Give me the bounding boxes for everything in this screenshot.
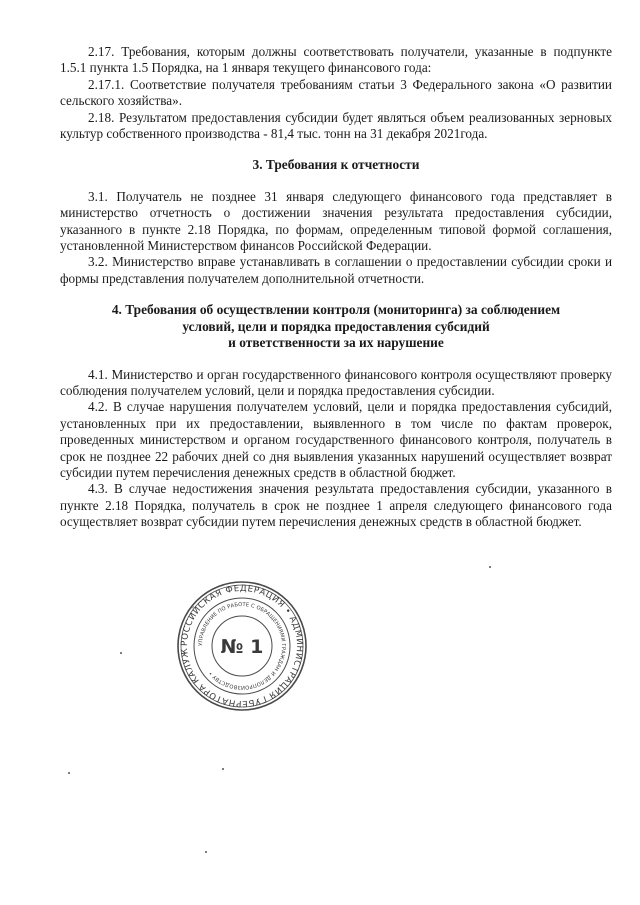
official-stamp — [172, 580, 312, 712]
section-4-heading-line-2: условий, цели и порядка предоставления субсидий — [182, 318, 490, 334]
stamp-inner-text: УПРАВЛЕНИЕ ПО РАБОТЕ С ОБРАЩЕНИЯМИ ГРАЖДАН И ДЕЛОПРОИЗВОДСТВУ • — [197, 601, 287, 691]
section-4-heading-line-3: и ответственности за их нарушение — [228, 335, 444, 351]
section-4-heading — [60, 302, 612, 351]
paragraph-4-2: 4.2. В случае нарушения получателем условий, цели и порядка предоставления субсидий, установленных при их предоставлении, выявленного в том числе по фактам проверок, проведенных министерством и органом государственного финансового контроля, получатель в срок не позднее 22 рабочих дней со дня выявления указанных нарушений осуществляет возврат субсидии путем перечисления денежных средств в областной бюджет. — [60, 399, 612, 480]
scan-dot — [68, 772, 70, 774]
paragraph-3-2: 3.2. Министерство вправе устанавливать в соглашении о предоставлении субсидии сроки и формы представления получателем дополнительной отчетности. — [60, 254, 612, 286]
stamp-outer-text: РОССИЙСКАЯ ФЕДЕРАЦИЯ • АДМИНИСТРАЦИЯ ГУБЕРНАТОРА КАЛУЖ — [179, 583, 305, 709]
paragraph-4-1: 4.1. Министерство и орган государственного финансового контроля осуществляют проверку соблюдения получателем условий, цели и порядка предоставления субсидии. — [60, 366, 612, 398]
paragraph-2-18: 2.18. Результатом предоставления субсидии будет являться объем реализованных зерновых культур собственного производства - 81,4 тыс. тонн на 31 декабря 2021года. — [60, 109, 612, 142]
scan-dot — [120, 652, 122, 654]
paragraph-2-17: 2.17. Требования, которым должны соответствовать получатели, указанные в подпункте 1.5.1 пункта 1.5 Порядка, на 1 января текущего финансового года: — [60, 44, 612, 76]
stamp-number: № 1 — [220, 636, 264, 658]
section-4-heading-line-1: 4. Требования об осуществлении контроля (мониторинга) за соблюдением — [111, 302, 561, 318]
scan-dot — [489, 566, 491, 568]
paragraph-3-1: 3.1. Получатель не позднее 31 января следующего финансового года представляет в министерство отчетность о достижении значения результата предоставления субсидии, указанного в пункте 2.18 Порядка, по формам, определенным типовой формой соглашения, установленной Министерством финансов Российской Федерации. — [60, 188, 612, 254]
stamp-seal-icon — [172, 580, 312, 712]
section-3-heading: 3. Требования к отчетности — [252, 157, 420, 173]
scan-dot — [205, 851, 207, 853]
paragraph-2-17-1: 2.17.1. Соответствие получателя требованиям статьи 3 Федерального закона «О развитии сельского хозяйства». — [60, 76, 612, 109]
document-body — [60, 44, 612, 531]
paragraph-4-3: 4.3. В случае недостижения значения результата предоставления субсидии, указанного в пункте 2.18 Порядка, получатель в срок не позднее 1 апреля следующего финансового года осуществляет возврат субсидии путем перечисления денежных средств в областной бюджет. — [60, 481, 612, 530]
scan-dot — [222, 768, 224, 770]
